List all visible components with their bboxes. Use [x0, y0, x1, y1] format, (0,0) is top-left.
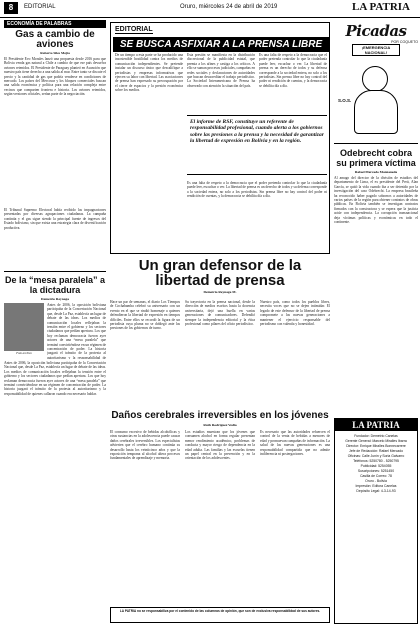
article-body-gas-2: El Tribunal Supremo Electoral había recibido las impugnaciones presentadas por diversas agrupaciones ciudadanas. La campaña continúa y el gas sigue siendo la principal fuente de ingresos del Estado boliviano, sin que exista una estrategia clara de diversificación productiva. — [4, 208, 106, 230]
editorial-pullquote: El informe de RSF, constituye un referente de responsabilidad profesional, cuando alerta a los gobiernos sobre las presiones a la prensa y la necesidad de garantizar la libertad de expresión en Bolivia y en la región. — [187, 115, 327, 175]
staff-box — [334, 418, 418, 624]
editorial-column-lower: Es una falta de respeto a la democracia que el poder pretenda controlar lo que la ciudadanía puede leer, escuchar o ver. La libertad de prensa es un derecho de todos y su defensa corresponde a la sociedad entera, no solo a los periodistas. Sin prensa libre no hay control del poder ni rendición de cuentas, y la democracia se debilita día a día. — [187, 181, 327, 199]
article-body-mesa: Antes de 2006, la oposición boliviana participaba de la Concertación Nacional que, desde La Paz, establecía un lugar de debate de las ideas. Los medios de comunicación locales reflejaban la tensión entre el gobierno y los sectores ciudadanos que pedían apertura. Los que hoy reclaman democracia fueron ayer actores de una “mesa paralela” que terminó convirtiéndose en un régimen de concentración de poder. La historia juzgará el tránsito de la protesta al autoritarismo y la responsabilidad de quienes callaron cuando era necesario hablar. — [4, 361, 106, 396]
cartoon-sos: S.O.S. — [338, 98, 352, 103]
editorial-column-2: Esta presión se manifiesta en la distribución discrecional de la publicidad estatal, que premia a los afines y castiga a los críticos. A ello se suman procesos judiciales, campañas en redes sociales y declaraciones de autoridades que buscan desacreditar el trabajo periodístico. La Sociedad Interamericana de Prensa ha observado con atención la situación del país. — [187, 53, 255, 88]
left-column — [4, 20, 106, 626]
article-headline-libertad: Un gran defensor de la libertad de prensa — [138, 257, 302, 289]
article-body-odebrecht: Al amago del director de la división de estudios del departamento de Lima, el ex presidente del Perú, Alan García, se quitó la vida cuando iba a ser detenido por la investigación del caso Odebrecht. La empresa brasileña ha reconocido haber pagado sobornos a autoridades de varios países de la región para obtener contratos de obras públicas. En Bolivia también se investigan contratos firmados con la constructora y se espera que la justicia actúe con independencia. La corrupción transnacional deja víctimas políticas y económicas en todo el continente. — [334, 176, 418, 225]
article-headline-danos: Daños cerebrales irreversibles en los jóvenes — [111, 410, 329, 421]
libertad-column-2: Su trayectoria en la prensa nacional, desde la dirección de medios escritos hasta la docencia universitaria, dejó una huella en varias generaciones de comunicadores. Defendió siempre la independencia editorial y la ética profesional como pilares del oficio periodístico. — [185, 300, 255, 327]
article-headline-gas: Gas a cambio de aviones — [15, 29, 95, 50]
cartoon-body — [354, 90, 398, 134]
page-header — [0, 0, 420, 18]
libertad-column-1: Hace un par de semanas, el diario Los Tiempos de Cochabamba celebró su aniversario con un evento en el que se rindió homenaje a quienes defendieron la libertad de expresión en tiempos difíciles. Entre ellos se recordó la figura de un periodista cuya pluma no se doblegó ante las presiones de los gobiernos de turno. — [110, 300, 180, 331]
cartoon-title: Picadas — [345, 22, 407, 40]
article-byline-libertad: Demetrio Reynaga M. — [203, 290, 237, 294]
article-byline-mesa: Demetrio Reynaga — [41, 297, 69, 301]
cartoon-illustration — [334, 44, 418, 140]
article-byline-odebrecht: Rafael Mercado Manzaneda — [354, 170, 398, 174]
staff-line: Director: Enrique Miralles Bonnecarrere — [346, 444, 406, 448]
article-headline-mesa: De la “mesa paralela” a la dictadura — [4, 275, 106, 295]
staff-line: Publicidad: 5254055 — [360, 464, 392, 468]
divider — [334, 143, 418, 144]
danos-column-1: El consumo excesivo de bebidas alcohólicas y otras sustancias en la adolescencia puede causar daños cerebrales irreversibles. Los especialistas advierten que el cerebro humano continúa su desarrollo hasta los veinticinco años y que la exposición temprana al alcohol altera procesos fundamentales de aprendizaje y memoria. — [110, 430, 180, 461]
staff-line: Impresión: Editora Canelas — [355, 484, 397, 488]
staff-line: Suscripciones: 5251450 — [357, 469, 395, 473]
cartoon-head — [362, 66, 388, 92]
article-headline-odebrecht: Odebrecht cobra su primera víctima — [336, 148, 416, 168]
staff-line: Casilla de Correo: 78 — [360, 474, 392, 478]
article-byline-gas: Roberto Siles Mejía — [40, 51, 70, 55]
staff-line: Depósito Legal: 4-3-14-93 — [356, 489, 396, 493]
page-number: 8 — [4, 2, 18, 14]
author-photo — [4, 303, 44, 351]
staff-line: Teléfonos: 5250780 - 5250795 — [353, 459, 399, 463]
section-name: EDITORIAL — [24, 4, 56, 10]
photo-caption: Foto archivo — [16, 351, 32, 355]
staff-masthead: LA PATRIA — [335, 419, 417, 431]
article-libertad — [110, 258, 330, 408]
cartoon-credit: POR COQUETO — [391, 40, 418, 44]
editorial-box — [110, 22, 330, 254]
libertad-column-3: Nuestro país, como todos los pueblos libres, necesita voces que no se dejen intimidar. El legado de este defensor de la libertad de prensa compromete a las nuevas generaciones a mantener el ejercicio responsable del periodismo con valentía y honestidad. — [260, 300, 330, 327]
editorial-tag: EDITORIAL — [115, 26, 153, 33]
staff-line: Fundador: Demetrio Canelas — [354, 434, 398, 438]
staff-line: Gerente General: Marcelo Miralles Ibarra — [345, 439, 407, 443]
editorial-column-3: Es una falta de respeto a la democracia que el poder pretenda controlar lo que la ciudadanía puede leer, escuchar o ver. La libertad de prensa es un derecho de todos y su defensa corresponde a la sociedad entera, no solo a los periodistas. Sin prensa libre no hay control del poder ni rendición de cuentas, y la democracia se debilita día a día. — [259, 53, 327, 88]
staff-line: Jefe de Redacción: Rafael Mercado — [349, 449, 403, 453]
disclaimer-text: LA PATRIA no se responsabiliza por el contenido de las columnas de opinión, que son de exclusiva responsabilidad de sus autores. — [119, 609, 321, 613]
article-body-mesa-intro: Antes de 2006, la oposición boliviana participaba de la Concertación Nacional que, desde La Paz, establecía un lugar de debate de las ideas. Los medios de comunicación locales reflejaban la tensión entre el gobierno y los sectores ciudadanos que pedían apertura. Los que hoy reclaman democracia fueron ayer actores de una “mesa paralela” que terminó convirtiéndose en un régimen de concentración de poder. La historia juzgará el tránsito de la protesta al autoritarismo y la responsabilidad de — [47, 303, 106, 359]
column-kicker: ECONOMÍA DE PALABRAS — [4, 20, 106, 28]
article-body-gas: El Presidente Evo Morales lanzó una propuesta desde 2016 para que Bolivia venda gas natural a Chile a cambio de que ese país devuelva aviones retenidos. El Presidente de Paraguay planteó en Asunción que nuestro país tiene derecho a una salida al mar. Entre tanto se discute el precio y la cantidad de gas que podría venderse en condiciones de mercado. Los países del Mercosur y los bloques comerciales buscan una salida económica y política para una relación compleja entre vecinos que comparten frontera e historia. Los aviones retenidos, según versiones oficiales, serían parte de la negociación. — [4, 57, 106, 97]
editorial-title: SE BUSCA ASFIXIAR A LA PRENSA LIBRE — [113, 37, 329, 52]
danos-column-3: Es necesario que las autoridades refuercen el control de la venta de bebidas a menores de edad y promuevan campañas de información. La salud de las nuevas generaciones es una responsabilidad compartida que no admite indiferencia ni postergaciones. — [260, 430, 330, 457]
cartoon-sign: ¡EMERGENCIA NACIONAL! — [352, 44, 400, 56]
danos-column-2: Los estudios muestran que los jóvenes que consumen alcohol en forma regular presentan menor rendimiento académico, problemas de conducta y mayor riesgo de dependencia en la edad adulta. Las familias y las escuelas tienen un papel central en la prevención y en la orientación de los adolescentes. — [185, 430, 255, 461]
article-byline-danos: Ruth Rodríguez Vedia — [203, 423, 237, 427]
staff-line: Oruro - Bolivia — [365, 479, 387, 483]
masthead: LA PATRIA — [352, 1, 410, 13]
divider — [4, 271, 106, 272]
disclaimer-box — [110, 607, 330, 623]
issue-date: Oruro, miércoles 24 de abril de 2019 — [180, 4, 278, 10]
staff-line: Oficinas: Calle Junín y Soria Galvarro — [347, 454, 405, 458]
editorial-column-1: De un tiempo a esta parte se ha producido una insostenible hostilidad contra los medios de comunicación independientes. Se pretende instalar un discurso único que descalifique a periodistas y empresas informativas que ejercen su labor con libertad. Las asociaciones de prensa han expresado su preocupación por el cierre de espacios y la presión económica sobre los medios. — [115, 53, 183, 93]
